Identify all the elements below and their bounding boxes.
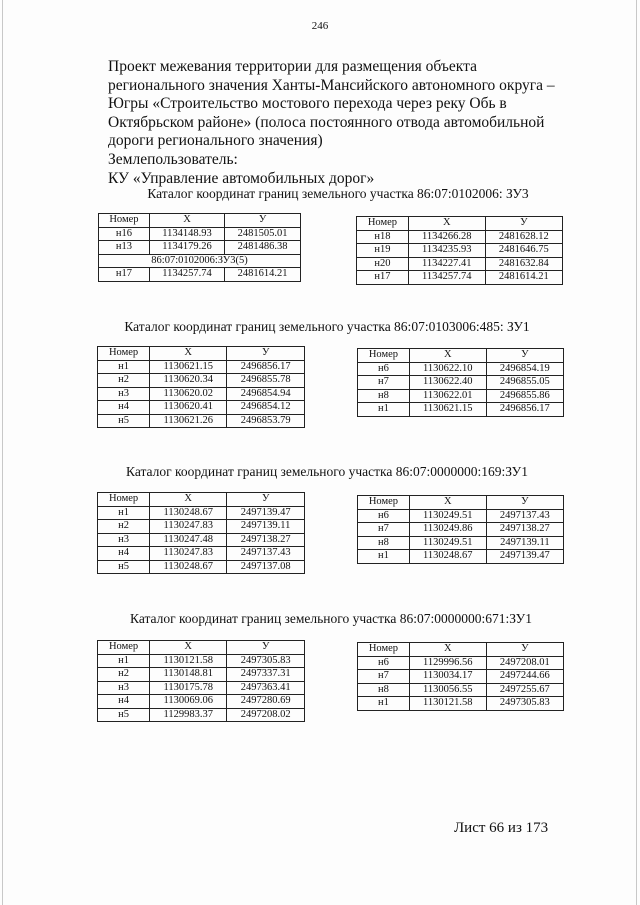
scan-edge-left — [2, 0, 3, 905]
x-coordinate: 1130249.51 — [409, 536, 486, 550]
x-coordinate: 1130121.58 — [150, 654, 227, 668]
column-header: Номер — [357, 217, 409, 231]
table-row — [358, 550, 564, 564]
table-header-row — [358, 349, 564, 363]
column-header: Номер — [98, 347, 150, 361]
point-number: н2 — [98, 668, 150, 682]
coordinates-table-left — [97, 492, 305, 574]
x-coordinate: 1134266.28 — [408, 230, 485, 244]
point-number: н17 — [357, 271, 409, 285]
column-header: У — [486, 349, 563, 363]
column-header: У — [486, 496, 563, 510]
coordinates-table-right — [356, 216, 563, 285]
x-coordinate: 1130247.83 — [150, 520, 227, 534]
x-coordinate: 1134179.26 — [149, 241, 224, 255]
column-header: Номер — [99, 214, 150, 228]
table-row — [98, 414, 305, 428]
table-header-row — [357, 217, 563, 231]
point-number: н8 — [358, 536, 410, 550]
sheet-counter: Лист 66 из 173 — [454, 820, 549, 836]
point-number: н6 — [358, 362, 410, 376]
y-coordinate: 2481486.38 — [225, 241, 301, 255]
point-number: н18 — [357, 230, 409, 244]
y-coordinate: 2496856.17 — [486, 403, 563, 417]
point-number: н1 — [358, 403, 410, 417]
y-coordinate: 2497139.47 — [486, 550, 563, 564]
x-coordinate: 1134257.74 — [408, 271, 485, 285]
y-coordinate: 2497139.11 — [486, 536, 563, 550]
y-coordinate: 2481614.21 — [485, 271, 562, 285]
table-row — [358, 509, 564, 523]
catalog-heading: Каталог координат границ земельного участка 86:07:0000000:169:ЗУ1 — [126, 464, 528, 479]
parcel-part-label: 86:07:0102006:ЗУ3(5) — [99, 254, 301, 268]
table-row — [98, 506, 305, 520]
table-row — [98, 681, 305, 695]
y-coordinate: 2497139.11 — [227, 520, 305, 534]
x-coordinate: 1130622.10 — [409, 362, 486, 376]
y-coordinate: 2497208.02 — [227, 708, 305, 722]
point-number: н4 — [98, 547, 150, 561]
page-number: 246 — [311, 20, 329, 32]
table-row — [98, 708, 305, 722]
table-row — [358, 376, 564, 390]
table-header-row — [99, 214, 301, 228]
y-coordinate: 2481505.01 — [225, 227, 301, 241]
x-coordinate: 1130148.81 — [150, 668, 227, 682]
x-coordinate: 1129983.37 — [150, 708, 227, 722]
title-line: дороги регионального значения) — [108, 132, 323, 150]
x-coordinate: 1130056.55 — [409, 683, 486, 697]
table-row — [99, 254, 301, 268]
table-row — [98, 695, 305, 709]
point-number: н3 — [98, 681, 150, 695]
point-number: н7 — [358, 523, 410, 537]
column-header: У — [225, 214, 301, 228]
x-coordinate: 1130121.58 — [409, 697, 486, 711]
y-coordinate: 2497337.31 — [227, 668, 305, 682]
table-header-row — [358, 496, 564, 510]
table-row — [99, 268, 301, 282]
y-coordinate: 2496854.12 — [227, 401, 305, 415]
y-coordinate: 2497255.67 — [486, 683, 563, 697]
x-coordinate: 1130249.86 — [409, 523, 486, 537]
column-header: X — [409, 349, 486, 363]
x-coordinate: 1130069.06 — [150, 695, 227, 709]
column-header: Номер — [358, 496, 410, 510]
point-number: н7 — [358, 376, 410, 390]
point-number: н19 — [357, 244, 409, 258]
y-coordinate: 2496854.94 — [227, 387, 305, 401]
table-row — [357, 244, 563, 258]
column-header: Номер — [358, 643, 410, 657]
table-row — [358, 536, 564, 550]
table-row — [98, 533, 305, 547]
x-coordinate: 1130248.67 — [150, 506, 227, 520]
point-number: н1 — [358, 550, 410, 564]
title-line: Проект межевания территории для размещения объекта — [108, 58, 477, 75]
table-row — [98, 668, 305, 682]
column-header: У — [486, 643, 563, 657]
x-coordinate: 1130248.67 — [409, 550, 486, 564]
title-line: Югры «Строительство мостового перехода через реку Обь в — [108, 95, 507, 113]
y-coordinate: 2497363.41 — [227, 681, 305, 695]
table-row — [357, 257, 563, 271]
x-coordinate: 1130249.51 — [409, 509, 486, 523]
point-number: н5 — [98, 560, 150, 574]
x-coordinate: 1130247.48 — [150, 533, 227, 547]
table-row — [358, 683, 564, 697]
point-number: н8 — [358, 389, 410, 403]
y-coordinate: 2496855.86 — [486, 389, 563, 403]
point-number: н20 — [357, 257, 409, 271]
y-coordinate: 2497244.66 — [486, 670, 563, 684]
table-row — [98, 374, 305, 388]
table-row — [99, 241, 301, 255]
column-header: X — [409, 496, 486, 510]
coordinates-table-right — [357, 348, 564, 417]
coordinates-table-left — [98, 213, 301, 282]
table-header-row — [98, 347, 305, 361]
point-number: н6 — [358, 509, 410, 523]
y-coordinate: 2496853.79 — [227, 414, 305, 428]
point-number: н4 — [98, 695, 150, 709]
table-row — [98, 654, 305, 668]
x-coordinate: 1134227.41 — [408, 257, 485, 271]
table-header-row — [98, 493, 305, 507]
catalog-heading: Каталог координат границ земельного участка 86:07:0103006:485: ЗУ1 — [124, 319, 530, 334]
y-coordinate: 2496855.78 — [227, 374, 305, 388]
point-number: н8 — [358, 683, 410, 697]
table-row — [358, 670, 564, 684]
column-header: Номер — [98, 493, 150, 507]
y-coordinate: 2497137.43 — [227, 547, 305, 561]
point-number: н13 — [99, 241, 150, 255]
column-header: Номер — [98, 641, 150, 655]
x-coordinate: 1134257.74 — [149, 268, 224, 282]
point-number: н17 — [99, 268, 150, 282]
land-user-name: КУ «Управление автомобильных дорог» — [108, 169, 375, 187]
column-header: X — [408, 217, 485, 231]
point-number: н4 — [98, 401, 150, 415]
column-header: У — [485, 217, 562, 231]
column-header: У — [227, 641, 305, 655]
table-row — [98, 360, 305, 374]
point-number: н1 — [98, 360, 150, 374]
x-coordinate: 1134148.93 — [149, 227, 224, 241]
table-row — [358, 656, 564, 670]
y-coordinate: 2497137.43 — [486, 509, 563, 523]
point-number: н7 — [358, 670, 410, 684]
column-header: У — [227, 347, 305, 361]
y-coordinate: 2481614.21 — [225, 268, 301, 282]
y-coordinate: 2497138.27 — [486, 523, 563, 537]
x-coordinate: 1130620.02 — [150, 387, 227, 401]
x-coordinate: 1130620.34 — [150, 374, 227, 388]
y-coordinate: 2497280.69 — [227, 695, 305, 709]
coordinates-table-right — [357, 642, 564, 711]
y-coordinate: 2481646.75 — [485, 244, 562, 258]
point-number: н1 — [98, 654, 150, 668]
y-coordinate: 2497137.08 — [227, 560, 305, 574]
coordinates-table-left — [97, 346, 305, 428]
y-coordinate: 2496855.05 — [486, 376, 563, 390]
point-number: н2 — [98, 374, 150, 388]
column-header: Номер — [358, 349, 410, 363]
x-coordinate: 1130175.78 — [150, 681, 227, 695]
y-coordinate: 2497139.47 — [227, 506, 305, 520]
x-coordinate: 1130621.26 — [150, 414, 227, 428]
y-coordinate: 2497305.83 — [486, 697, 563, 711]
point-number: н1 — [358, 697, 410, 711]
y-coordinate: 2481628.12 — [485, 230, 562, 244]
column-header: X — [150, 347, 227, 361]
x-coordinate: 1129996.56 — [409, 656, 486, 670]
table-row — [358, 403, 564, 417]
table-row — [98, 547, 305, 561]
table-row — [98, 520, 305, 534]
title-line: регионального значения Ханты-Мансийского автономного округа – — [108, 76, 555, 94]
y-coordinate: 2497305.83 — [227, 654, 305, 668]
point-number: н3 — [98, 533, 150, 547]
y-coordinate: 2496854.19 — [486, 362, 563, 376]
x-coordinate: 1130621.15 — [409, 403, 486, 417]
x-coordinate: 1130247.83 — [150, 547, 227, 561]
catalog-heading: Каталог координат границ земельного участка 86:07:0000000:671:ЗУ1 — [130, 611, 532, 626]
point-number: н1 — [98, 506, 150, 520]
x-coordinate: 1130621.15 — [150, 360, 227, 374]
table-header-row — [358, 643, 564, 657]
column-header: У — [227, 493, 305, 507]
x-coordinate: 1130620.41 — [150, 401, 227, 415]
table-row — [357, 230, 563, 244]
catalog-heading: Каталог координат границ земельного участка 86:07:0102006: ЗУ3 — [147, 186, 529, 201]
table-row — [358, 523, 564, 537]
x-coordinate: 1130622.01 — [409, 389, 486, 403]
table-row — [99, 227, 301, 241]
y-coordinate: 2497208.01 — [486, 656, 563, 670]
table-row — [358, 697, 564, 711]
table-row — [358, 389, 564, 403]
column-header: X — [150, 641, 227, 655]
point-number: н2 — [98, 520, 150, 534]
column-header: X — [150, 493, 227, 507]
table-row — [98, 560, 305, 574]
table-row — [98, 387, 305, 401]
table-row — [358, 362, 564, 376]
point-number: н16 — [99, 227, 150, 241]
table-header-row — [98, 641, 305, 655]
x-coordinate: 1130248.67 — [150, 560, 227, 574]
point-number: н3 — [98, 387, 150, 401]
coordinates-table-right — [357, 495, 564, 564]
point-number: н5 — [98, 414, 150, 428]
point-number: н5 — [98, 708, 150, 722]
document-title — [108, 58, 568, 188]
coordinates-table-left — [97, 640, 305, 722]
point-number: н6 — [358, 656, 410, 670]
y-coordinate: 2497138.27 — [227, 533, 305, 547]
x-coordinate: 1130622.40 — [409, 376, 486, 390]
land-user-label: Землепользователь: — [108, 150, 238, 168]
scan-edge-right — [636, 0, 637, 905]
y-coordinate: 2481632.84 — [485, 257, 562, 271]
y-coordinate: 2496856.17 — [227, 360, 305, 374]
column-header: X — [149, 214, 224, 228]
x-coordinate: 1134235.93 — [408, 244, 485, 258]
column-header: X — [409, 643, 486, 657]
title-line: Октябрьском районе» (полоса постоянного отвода автомобильной — [108, 113, 545, 131]
table-row — [98, 401, 305, 415]
x-coordinate: 1130034.17 — [409, 670, 486, 684]
table-row — [357, 271, 563, 285]
